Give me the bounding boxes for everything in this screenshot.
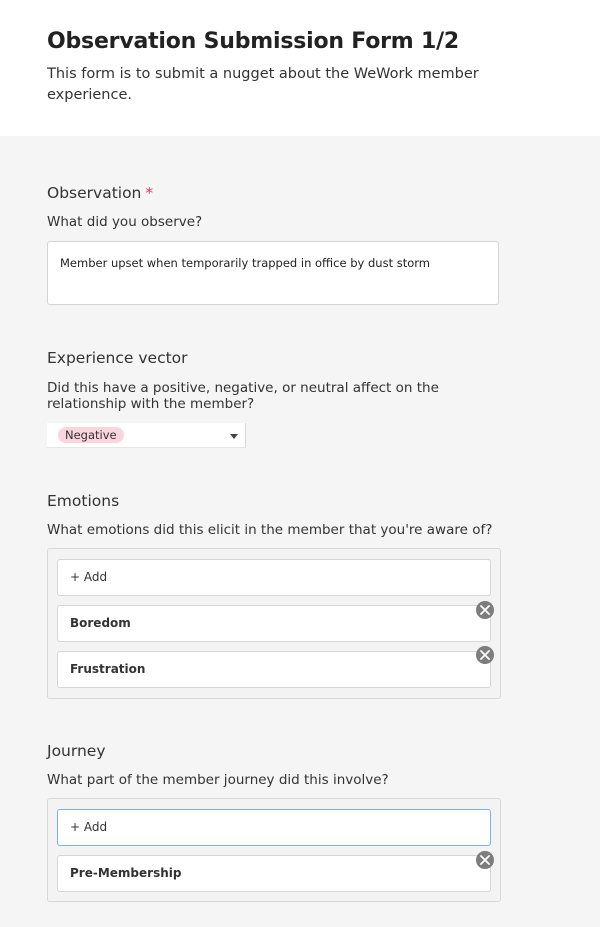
emotions-linked-records — [47, 548, 501, 699]
observation-textarea[interactable] — [47, 241, 499, 305]
journey-record-pre-membership[interactable]: Pre-Membership — [57, 855, 491, 892]
observation-value: Member upset when temporarily trapped in office by dust storm — [60, 256, 430, 270]
form-title: Observation Submission Form 1/2 — [47, 29, 460, 54]
experience-vector-label: Experience vector — [47, 349, 188, 367]
observation-help: What did you observe? — [47, 214, 203, 230]
remove-pre-membership-close-icon[interactable] — [476, 851, 494, 869]
form-header — [0, 0, 600, 136]
experience-vector-help: Did this have a positive, negative, or neutral affect on the relationship with the member? — [47, 380, 439, 412]
observation-label — [47, 184, 153, 202]
experience-vector-select[interactable] — [47, 423, 246, 448]
emotions-add-button[interactable]: + Add — [57, 559, 491, 596]
remove-boredom-close-icon[interactable] — [476, 601, 494, 619]
journey-linked-records — [47, 798, 501, 902]
emotions-label: Emotions — [47, 492, 120, 510]
required-asterisk: * — [145, 184, 154, 202]
remove-frustration-close-icon[interactable] — [476, 646, 494, 664]
emotions-record-boredom[interactable]: Boredom — [57, 605, 491, 642]
journey-add-button[interactable]: + Add — [57, 809, 491, 846]
observation-label-text: Observation — [47, 184, 142, 202]
selected-option-pill: Negative — [58, 427, 124, 443]
journey-help: What part of the member journey did this involve? — [47, 772, 389, 788]
form-description: This form is to submit a nugget about the WeWork member experience. — [47, 66, 479, 103]
emotions-record-frustration[interactable]: Frustration — [57, 651, 491, 688]
emotions-help: What emotions did this elicit in the member that you're aware of? — [47, 522, 493, 538]
journey-label: Journey — [47, 742, 106, 760]
chevron-down-icon[interactable] — [230, 434, 238, 439]
